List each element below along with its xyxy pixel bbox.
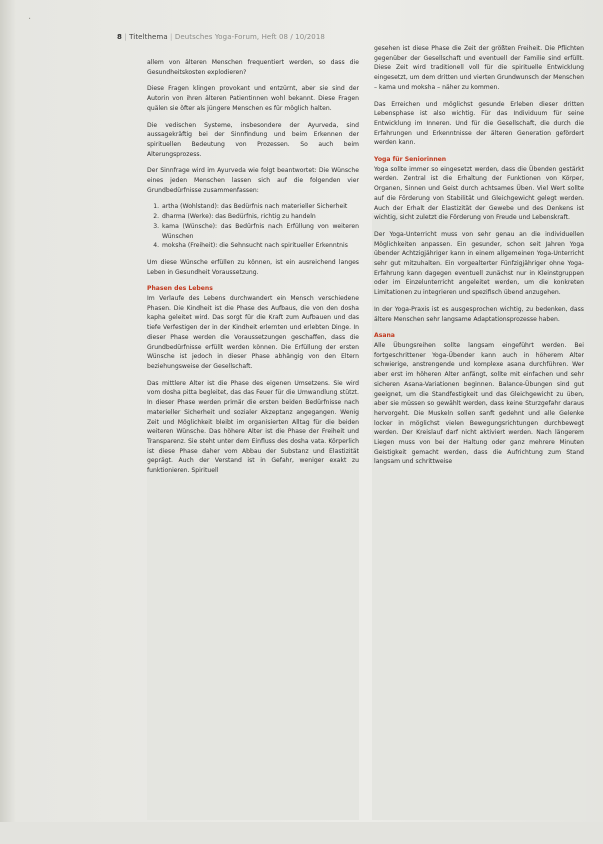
paragraph: Das Erreichen und möglichst gesunde Erleben dieser dritten Lebensphase ist also wichtig. Für das Individuum für seine Entwicklung im Inneren. Und für die Gesellschaft, die durch die Erfahrungen und Erkenntnisse der älteren Generation gefördert werden kann. (374, 100, 584, 147)
paragraph: Der Yoga-Unterricht muss von sehr genau an die individuellen Möglichkeiten anpassen. Ein gesunder, schon seit Jahren Yoga übender Achtzigjähriger kann in einem allgemeinen Yoga-Unterricht sehr gut mitzuhalten. Ein vorgealterter Fünfzigjähriger ohne Yoga-Erfahrung kann dagegen eventuell zunächst nur in Kleinstgruppen oder im Einzelunterricht angeleitet werden, um die konkreten Limitationen zu integrieren und spezifisch übend anzugehen. (374, 230, 584, 297)
section-heading-phases: Phasen des Lebens (147, 285, 213, 293)
paragraph: Diese Fragen klingen provokant und entzürnt, aber sie sind der Autorin von ihren älteren Patientinnen wohl bekannt. Diese Fragen quälen sie öfter als jüngere Menschen es für möglich halten. (147, 85, 359, 112)
paragraph: allem von älteren Menschen frequentiert werden, so dass die Gesundheitskosten explodieren? (147, 59, 359, 76)
list-item: 4. moksha (Freiheit): die Sehnsucht nach spiritueller Erkenntnis (161, 241, 359, 251)
list-item: 3. kama (Wünsche): das Bedürfnis nach Erfüllung von weiteren Wünschen (161, 222, 359, 241)
left-column (147, 58, 359, 483)
page-number: 8 (117, 33, 122, 41)
list-item: 2. dharma (Werke): das Bedürfnis, richtig zu handeln (161, 212, 359, 222)
paragraph: Um diese Wünsche erfüllen zu können, ist ein ausreichend langes Leben in Gesundheit Voraussetzung. (147, 258, 359, 276)
right-column (374, 44, 584, 474)
paragraph: Alle Übungsreihen sollte langsam eingeführt werden. Bei fortgeschrittener Yoga-Übender kann auch in höherem Alter schwierige, anstrengende und komplexe asana durchführen. Wer aber erst im höheren Alter anfängt, sollte mit einfachen und sehr sicheren Asana-Variationen beginnen. Balance-Übungen sind gut geeignet, um die Standfestigkeit und das Gleichgewicht zu üben, aber sie müssen so gewählt werden, dass keine Sturzgefahr daraus hervorgeht. Die Muskeln sollen sanft gedehnt und alle Gelenke locker in möglichst vielen Bewegungsrichtungen durchbewegt werden. Der Kreislauf darf nicht aktiviert werden. Nach längerem Liegen muss von bei der Haltung oder ganz mehrere Minuten Geistigkeit gemacht werden, dass die Aufrichtung zum Stand langsam und schrittweise (374, 341, 584, 466)
paragraph: Im Verlaufe des Lebens durchwandert ein Mensch verschiedene Phasen. Die Kindheit ist die Phase des Aufbaus, die von den dosha kapha geleitet wird. Das sorgt für die Kraft zum Aufbauen und das tiefe Verfestigen der in der Kindheit erlernten und erlebten Dinge. In dieser Phase werden die Voraussetzungen geschaffen, dass die Grundbedürfnisse erfüllt werden können. Die Erfüllung der ersten Wünsche ist jedoch in dieser Phase abhängig von den Eltern beziehungsweise der Gesellschaft. (147, 295, 359, 370)
header-source: Deutsches Yoga-Forum, Heft 08 / 10/2018 (174, 33, 325, 41)
header-separator-2: | (170, 33, 173, 41)
section-heading-seniors: Yoga für Seniorinnen (374, 156, 447, 164)
paragraph: In der Yoga-Praxis ist es ausgesprochen wichtig, zu bedenken, dass ältere Menschen sehr langsame Adaptationsprozesse haben. (374, 305, 584, 323)
paragraph: Der Sinnfrage wird im Ayurveda wie folgt beantwortet: Die Wünsche eines jeden Menschen lassen sich auf die folgenden vier Grundbedürfnisse zusammenfassen: (147, 167, 359, 194)
needs-list (147, 202, 359, 251)
section-heading-asana: Asana (374, 332, 395, 340)
running-header (117, 33, 325, 41)
paragraph: Das mittlere Alter ist die Phase des eigenen Umsetzens. Sie wird vom dosha pitta begleitet, das das Feuer für die Umwandlung stützt. In dieser Phase werden primär die ersten beiden Bedürfnisse nach materieller Sicherheit und sozialer Akzeptanz angegangen. Wenig Zeit und Möglichkeit bleibt im organisierten Alltag für die beiden weiteren Wünsche. Das höhere Alter ist die Phase der Freiheit und Transparenz. Sie steht unter dem Einfluss des dosha vata. Körperlich ist diese Phase daher vom Abbau der Substanz und Elastizität geprägt. Auch der Verstand ist in Gefahr, weniger exakt zu funktionieren. Spirituell (147, 379, 359, 475)
paragraph: Die vedischen Systeme, insbesondere der Ayurveda, sind aussagekräftig bei der Sinnfindung und beim Erkennen der spirituellen Bedeutung von Prozessen. So auch beim Alterungsprozess. (147, 121, 359, 158)
header-rubric: Titelthema (129, 33, 168, 41)
paragraph: gesehen ist diese Phase die Zeit der größten Freiheit. Die Pflichten gegenüber der Gesellschaft und eventuell der Familie sind erfüllt. Diese Zeit wird traditionell voll für die spirituelle Entwicklung eingesetzt, um dem dritten und vierten Grundwunsch der Menschen – kama und moksha – näher zu kommen. (374, 45, 584, 91)
list-item: 1. artha (Wohlstand): das Bedürfnis nach materieller Sicherheit (161, 202, 359, 212)
corner-mark: · (28, 14, 32, 25)
page-bottom-margin (0, 822, 603, 844)
header-separator: | (124, 33, 127, 41)
paragraph: Yoga sollte immer so eingesetzt werden, dass die Übenden gestärkt werden. Zentral ist die Erhaltung der Funktionen von Körper, Organen, Sinnen und Geist durch achtsames Üben. Viel Wert sollte auf die Förderung von Stabilität und Gleichgewicht gelegt werden. Auch der Erhalt der Elastizität der Gewebe und des Denkens ist wichtig, sicht zuletzt die Förderung von Freude und Lebenskraft. (374, 165, 584, 222)
